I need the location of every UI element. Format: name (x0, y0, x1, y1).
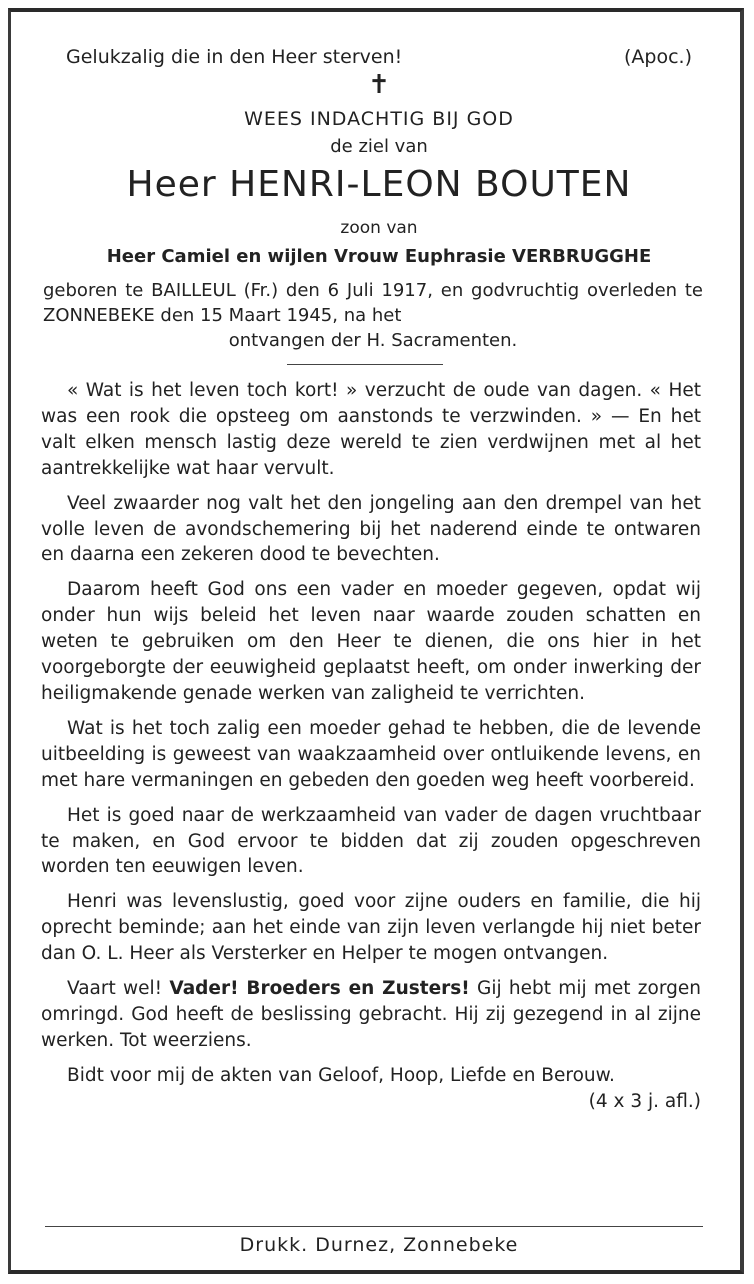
printer-credit: Drukk. Durnez, Zonnebeke (239, 1234, 519, 1256)
birth-death-line: geboren te BAILLEUL (Fr.) den 6 Juli 1917, en godvruchtig overleden te ZONNEBEKE den 15 Maart 1945, na het (43, 280, 703, 326)
motto-source: (Apoc.) (624, 46, 692, 68)
sacraments-line: ontvangen der H. Sacramenten. (228, 330, 518, 351)
cross-icon: ✝ (368, 70, 390, 100)
farewell-start: Vaart wel! (67, 978, 163, 1000)
motto: Gelukzalig die in den Heer sterven! (66, 46, 403, 68)
paragraph: Veel zwaarder nog valt het den jongeling aan den drempel van het volle leven de avondschemering bij het naderend einde te ontwaren en daarna een zekeren dood te bevechten. (41, 492, 701, 566)
indulgence-note: (4 x 3 j. afl.) (588, 1090, 701, 1112)
divider-top (287, 364, 443, 365)
prayer-text: Bidt voor mij de akten van Geloof, Hoop, Liefde en Berouw. (67, 1064, 615, 1086)
farewell-rest: Gij hebt mij met zorgen omringd. God heeft de beslissing gebracht. Hij zij gezegend in al zijne werken. Tot weerziens. (41, 978, 701, 1051)
parents-names: Heer Camiel en wijlen Vrouw Euphrasie VERBRUGGHE (106, 246, 652, 267)
paragraph: Het is goed naar de werkzaamheid van vader de dagen vruchtbaar te maken, en God ervoor te bidden dat zij zouden opgeschreven worden ten eeuwigen leven. (41, 804, 701, 878)
memorial-card (8, 8, 744, 1274)
deceased-name: Heer HENRI-LEON BOUTEN (126, 164, 632, 205)
divider-bottom (45, 1226, 703, 1227)
birth-death-text (43, 278, 703, 353)
soul-of-label: de ziel van (330, 136, 428, 157)
farewell-paragraph (41, 976, 701, 1054)
farewell-family: Vader! Broeders en Zusters! (169, 978, 470, 1000)
son-of-label: zoon van (340, 218, 418, 238)
prayer-paragraph (41, 1063, 701, 1112)
paragraph: Henri was levenslustig, goed voor zijne ouders en familie, die hij oprecht beminde; aan het einde van zijn leven verlangde hij niet beter dan O. L. Heer als Versterker en Helper te mogen ontvangen. (41, 891, 701, 965)
paragraph: Wat is het toch zalig een moeder gehad te hebben, die de levende uitbeelding is geweest van waakzaamheid over ontluikende levens, en met hare vermaningen en gebeden den goeden weg heeft voorbereid. (41, 717, 701, 791)
paragraph: Daarom heeft God ons een vader en moeder gegeven, opdat wij onder hun wijs beleid het leven naar waarde zouden schatten en weten te gebruiken om den Heer te dienen, die ons hier in het voorgeborgte der eeuwigheid geplaatst heeft, om onder inwerking der heiligmakende genade werken van zaligheid te verrichten. (41, 579, 701, 704)
remember-heading: WEES INDACHTIG BIJ GOD (244, 108, 514, 130)
memorial-text (41, 378, 701, 1115)
paragraph: « Wat is het leven toch kort! » verzucht de oude van dagen. « Het was een rook die opsteeg om aanstonds te verzwinden. » — En het valt elken mensch lastig deze wereld te zien verdwijnen met al het aantrekkelijke wat haar vervult. (41, 380, 701, 479)
